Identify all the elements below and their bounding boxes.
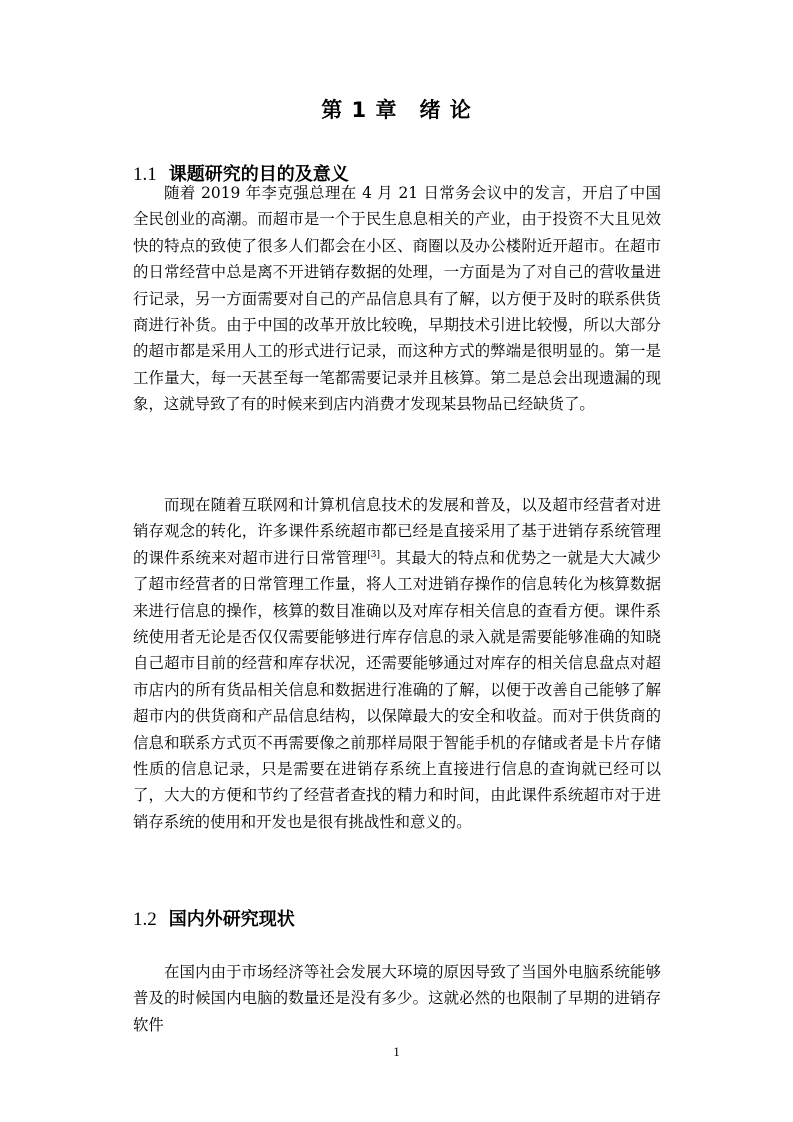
paragraph xyxy=(133,180,661,418)
paragraph xyxy=(133,959,661,1038)
section-number: 1.1 xyxy=(133,164,157,185)
paragraph-text: 在国内由于市场经济等社会发展大环境的原因导致了当国外电脑系统能够普及的时候国内电脑的数量还是没有多少。这就必然的也限制了早期的进销存软件 xyxy=(133,963,661,1034)
citation-reference: [3] xyxy=(367,549,380,560)
paragraph-text: 随着 2019 年李克强总理在 4 月 21 日常务会议中的发言，开启了中国全民创业的高潮。而超市是一个于民生息息相关的产业，由于投资不大且见效快的特点的致使了很多人们都会在小区、商圈以及办公楼附近开超市。在超市的日常经营中总是离不开进销存数据的处理，一方面是为了对自己的营收量进行记录，另一方面需要对自己的产品信息具有了解，以方便于及时的联系供货商进行补货。由于中国的改革开放比较晚，早期技术引进比较慢，所以大部分的超市都是采用人工的形式进行记录，而这种方式的弊端是很明显的。第一是工作量大，每一天甚至每一笔都需要记录并且核算。第二是总会出现遗漏的现象，这就导致了有的时候来到店内消费才发现某县物品已经缺货了。 xyxy=(133,184,661,414)
paragraph-text: 。其最大的特点和优势之一就是大大减少了超市经营者的日常管理工作量，将人工对进销存操作的信息转化为核算数据来进行信息的操作，核算的数目准确以及对库存相关信息的查看方便。课件系统使用者无论是否仅仅需要能够进行库存信息的录入就是需要能够准确的知晓自己超市目前的经营和库存状况，还需要能够通过对库存的相关信息盘点对超市店内的所有货品相关信息和数据进行准确的了解，以便于改善自己能够了解超市内的供货商和产品信息结构，以保障最大的安全和收益。而对于供货商的信息和联系方式页不再需要像之前那样局限于智能手机的存储或者是卡片存储性质的信息记录，只是需要在进销存系统上直接进行信息的查询就已经可以了，大大的方便和节约了经营者查找的精力和时间，由此课件系统超市对于进销存系统的使用和开发也是很有挑战性和意义的。 xyxy=(133,548,661,831)
section-number: 1.2 xyxy=(133,909,157,930)
section-heading-1-2 xyxy=(133,905,295,931)
paragraph-text: 而现在随着互联网和计算机信息技术的发展和普及，以及超市经营者对进销存观念的转化，许多课件系统超市都已经是直接采用了基于进销存系统管理的课件系统来对超市进行日常管理 xyxy=(133,496,661,567)
section-title: 课题研究的目的及意义 xyxy=(168,164,349,185)
chapter-title xyxy=(0,94,793,124)
paragraph xyxy=(133,492,661,835)
page-number: 1 xyxy=(393,1044,400,1059)
chapter-name: 绪 论 xyxy=(419,98,472,122)
chapter-number: 第 1 章 xyxy=(321,98,398,122)
section-title: 国内外研究现状 xyxy=(168,909,295,930)
